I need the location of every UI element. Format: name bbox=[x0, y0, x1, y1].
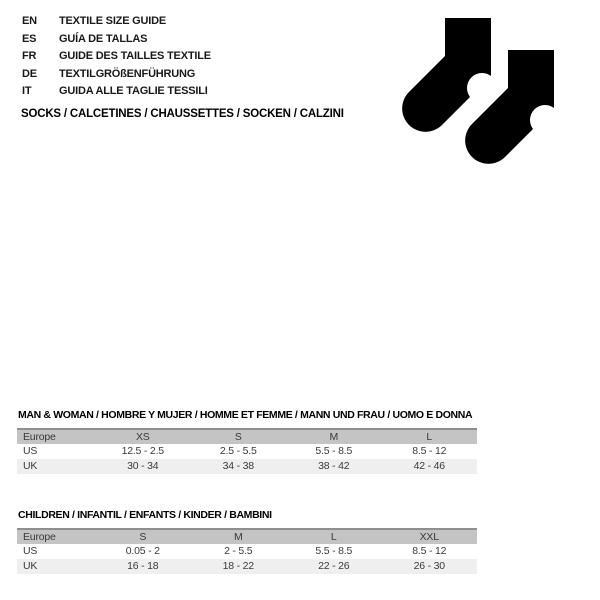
size-value: 8.5 - 12 bbox=[412, 445, 447, 457]
column-header-size: XXL bbox=[419, 531, 439, 543]
language-row-it bbox=[22, 83, 211, 101]
size-table-children bbox=[17, 528, 477, 574]
column-header-size: S bbox=[139, 531, 147, 543]
size-value: 2.5 - 5.5 bbox=[219, 445, 257, 457]
language-row-es bbox=[22, 31, 211, 49]
size-value: 22 - 26 bbox=[318, 560, 350, 572]
row-region-label: US bbox=[23, 545, 38, 557]
size-value: 18 - 22 bbox=[222, 560, 254, 572]
size-value: 5.5 - 8.5 bbox=[315, 445, 353, 457]
language-label: GUÍA DE TALLAS bbox=[59, 32, 148, 45]
size-value: 34 - 38 bbox=[222, 460, 254, 472]
column-header-size: M bbox=[329, 431, 339, 443]
table-title-man-woman: MAN & WOMAN / HOMBRE Y MUJER / HOMME ET FEMME / MANN UND FRAU / UOMO E DONNA bbox=[18, 409, 473, 421]
table-row-uk bbox=[17, 559, 477, 574]
column-header-region: Europe bbox=[23, 431, 56, 443]
column-header-size: S bbox=[234, 431, 242, 443]
language-code: FR bbox=[22, 50, 37, 62]
language-label: GUIDE DES TAILLES TEXTILE bbox=[59, 50, 211, 62]
category-title: SOCKS / CALCETINES / CHAUSSETTES / SOCKEN / CALZINI bbox=[21, 108, 344, 120]
column-header-region: Europe bbox=[23, 531, 56, 543]
size-value: 30 - 34 bbox=[127, 460, 159, 472]
column-header-size: L bbox=[426, 431, 433, 443]
table-block-children bbox=[17, 509, 477, 574]
language-row-fr bbox=[22, 48, 211, 66]
socks-icon bbox=[400, 16, 572, 188]
language-label: TEXTILE SIZE GUIDE bbox=[59, 15, 167, 27]
column-header-size: L bbox=[330, 531, 337, 543]
row-region-label: UK bbox=[23, 460, 38, 472]
table-title-children: CHILDREN / INFANTIL / ENFANTS / KINDER / BAMBINI bbox=[18, 509, 272, 521]
language-label: TEXTILGRÖßENFÜHRUNG bbox=[59, 67, 196, 80]
size-value: 2 - 5.5 bbox=[224, 545, 253, 557]
size-table-man-woman bbox=[17, 428, 477, 474]
size-value: 38 - 42 bbox=[318, 460, 350, 472]
table-block-man-woman bbox=[17, 409, 477, 474]
language-row-de bbox=[22, 66, 211, 84]
column-header-size: M bbox=[233, 531, 243, 543]
table-header-row bbox=[17, 529, 477, 544]
language-row-en bbox=[22, 13, 211, 31]
row-region-label: UK bbox=[23, 560, 38, 572]
table-row-us bbox=[17, 444, 477, 459]
language-code: DE bbox=[22, 67, 37, 80]
size-value: 16 - 18 bbox=[127, 560, 159, 572]
size-value: 0.05 - 2 bbox=[125, 545, 160, 557]
table-header-row bbox=[17, 429, 477, 444]
table-row-uk bbox=[17, 459, 477, 474]
column-header-size: XS bbox=[135, 431, 150, 443]
language-code: EN bbox=[22, 15, 37, 27]
size-value: 42 - 46 bbox=[413, 460, 445, 472]
size-value: 8.5 - 12 bbox=[412, 545, 447, 557]
size-value: 5.5 - 8.5 bbox=[315, 545, 353, 557]
language-list bbox=[22, 13, 211, 101]
table-row-us bbox=[17, 544, 477, 559]
size-value: 26 - 30 bbox=[413, 560, 445, 572]
language-label: GUIDA ALLE TAGLIE TESSILI bbox=[59, 85, 208, 97]
row-region-label: US bbox=[23, 445, 38, 457]
language-code: IT bbox=[22, 85, 32, 97]
sock-heel-cutout bbox=[530, 105, 560, 135]
language-code: ES bbox=[22, 32, 37, 45]
size-value: 12.5 - 2.5 bbox=[121, 445, 164, 457]
